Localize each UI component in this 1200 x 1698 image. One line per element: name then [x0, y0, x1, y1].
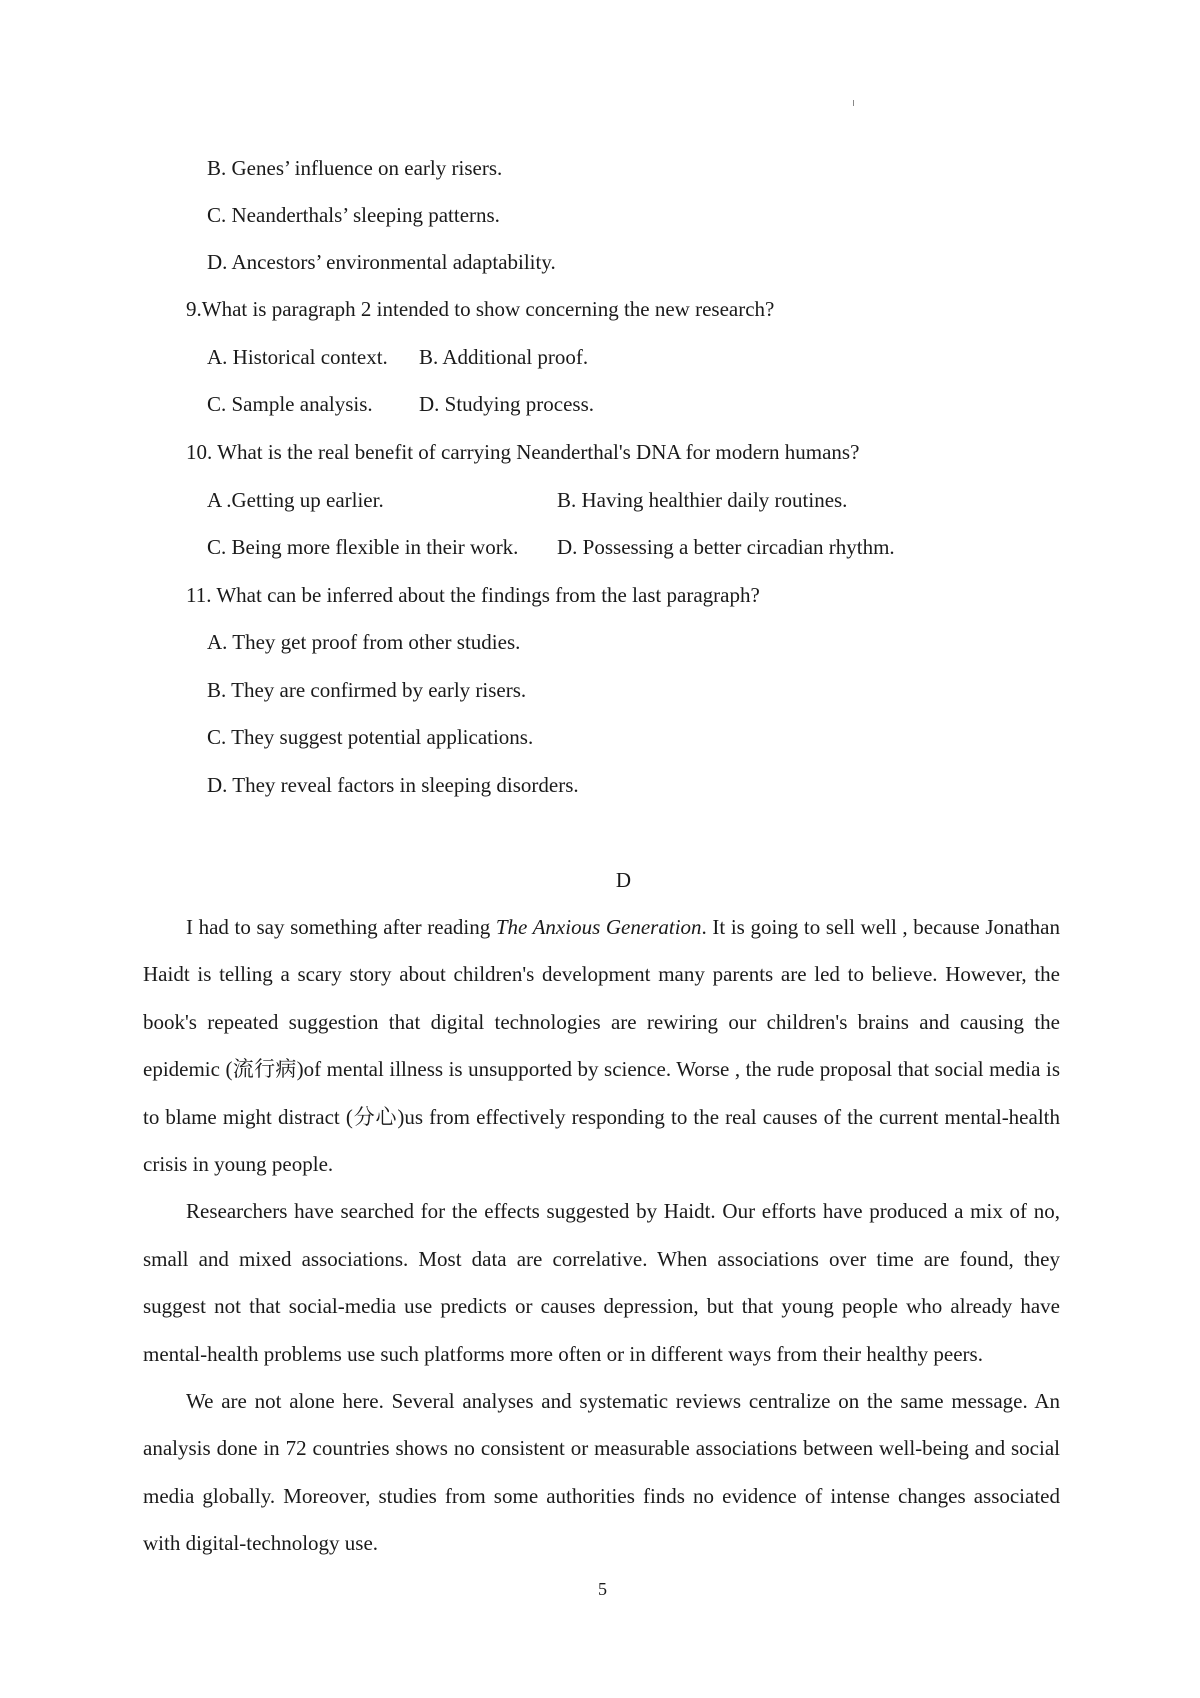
- q11-option-d: D. They reveal factors in sleeping disorders.: [207, 773, 579, 797]
- section-heading: D: [615, 868, 632, 892]
- book-title: The Anxious Generation: [495, 915, 702, 939]
- passage-paragraph-1: [143, 904, 1060, 1188]
- q10-option-d: D. Possessing a better circadian rhythm.: [557, 535, 895, 559]
- q10-question: 10. What is the real benefit of carrying Neanderthal's DNA for modern humans?: [186, 440, 860, 464]
- q11-option-a: A. They get proof from other studies.: [207, 630, 521, 654]
- passage: [143, 904, 1060, 1568]
- q8-option-b: B. Genes’ influence on early risers.: [207, 156, 503, 180]
- page-number: 5: [598, 1579, 607, 1599]
- passage-paragraph-2: Researchers have searched for the effects suggested by Haidt. Our efforts have produced a mix of no, small and mixed associations. Most data are correlative. When associations over time are found, they suggest not that social-media use predicts or causes depression, but that young people who already have mental-health problems use such platforms more often or in different ways from their healthy peers.: [143, 1199, 1060, 1366]
- paragraph-1-text-end: . It is going to sell well , because Jonathan Haidt is telling a scary story about children's development many parents are led to believe. However, the book's repeated suggestion that digital technologies are rewiring our children's brains and causing the epidemic (流行病)of mental illness is unsupported by science. Worse , the rude proposal that social media is to blame might distract (分心)us from effectively responding to the real causes of the current mental-health crisis in young people.: [143, 915, 1060, 1177]
- q10-option-c: C. Being more flexible in their work.: [207, 535, 519, 559]
- q9-question: 9.What is paragraph 2 intended to show concerning the new research?: [186, 297, 775, 321]
- q11-option-b: B. They are confirmed by early risers.: [207, 678, 527, 702]
- q9-option-b: B. Additional proof.: [419, 345, 589, 369]
- passage-paragraph-3: We are not alone here. Several analyses and systematic reviews centralize on the same message. An analysis done in 72 countries shows no consistent or measurable associations between well-being and social media globally. Moreover, studies from some authorities finds no evidence of intense changes associated with digital-technology use.: [143, 1389, 1060, 1556]
- q9-option-d: D. Studying process.: [419, 392, 594, 416]
- q10-option-a: A .Getting up earlier.: [207, 488, 384, 512]
- q11-question: 11. What can be inferred about the findings from the last paragraph?: [186, 583, 760, 607]
- q10-option-b: B. Having healthier daily routines.: [557, 488, 848, 512]
- q9-option-a: A. Historical context.: [207, 345, 388, 369]
- paragraph-1-text-start: I had to say something after reading: [186, 915, 496, 939]
- q11-option-c: C. They suggest potential applications.: [207, 725, 534, 749]
- scan-mark: [853, 100, 854, 106]
- q8-option-c: C. Neanderthals’ sleeping patterns.: [207, 203, 500, 227]
- q9-option-c: C. Sample analysis.: [207, 392, 373, 416]
- q8-option-d: D. Ancestors’ environmental adaptability.: [207, 250, 556, 274]
